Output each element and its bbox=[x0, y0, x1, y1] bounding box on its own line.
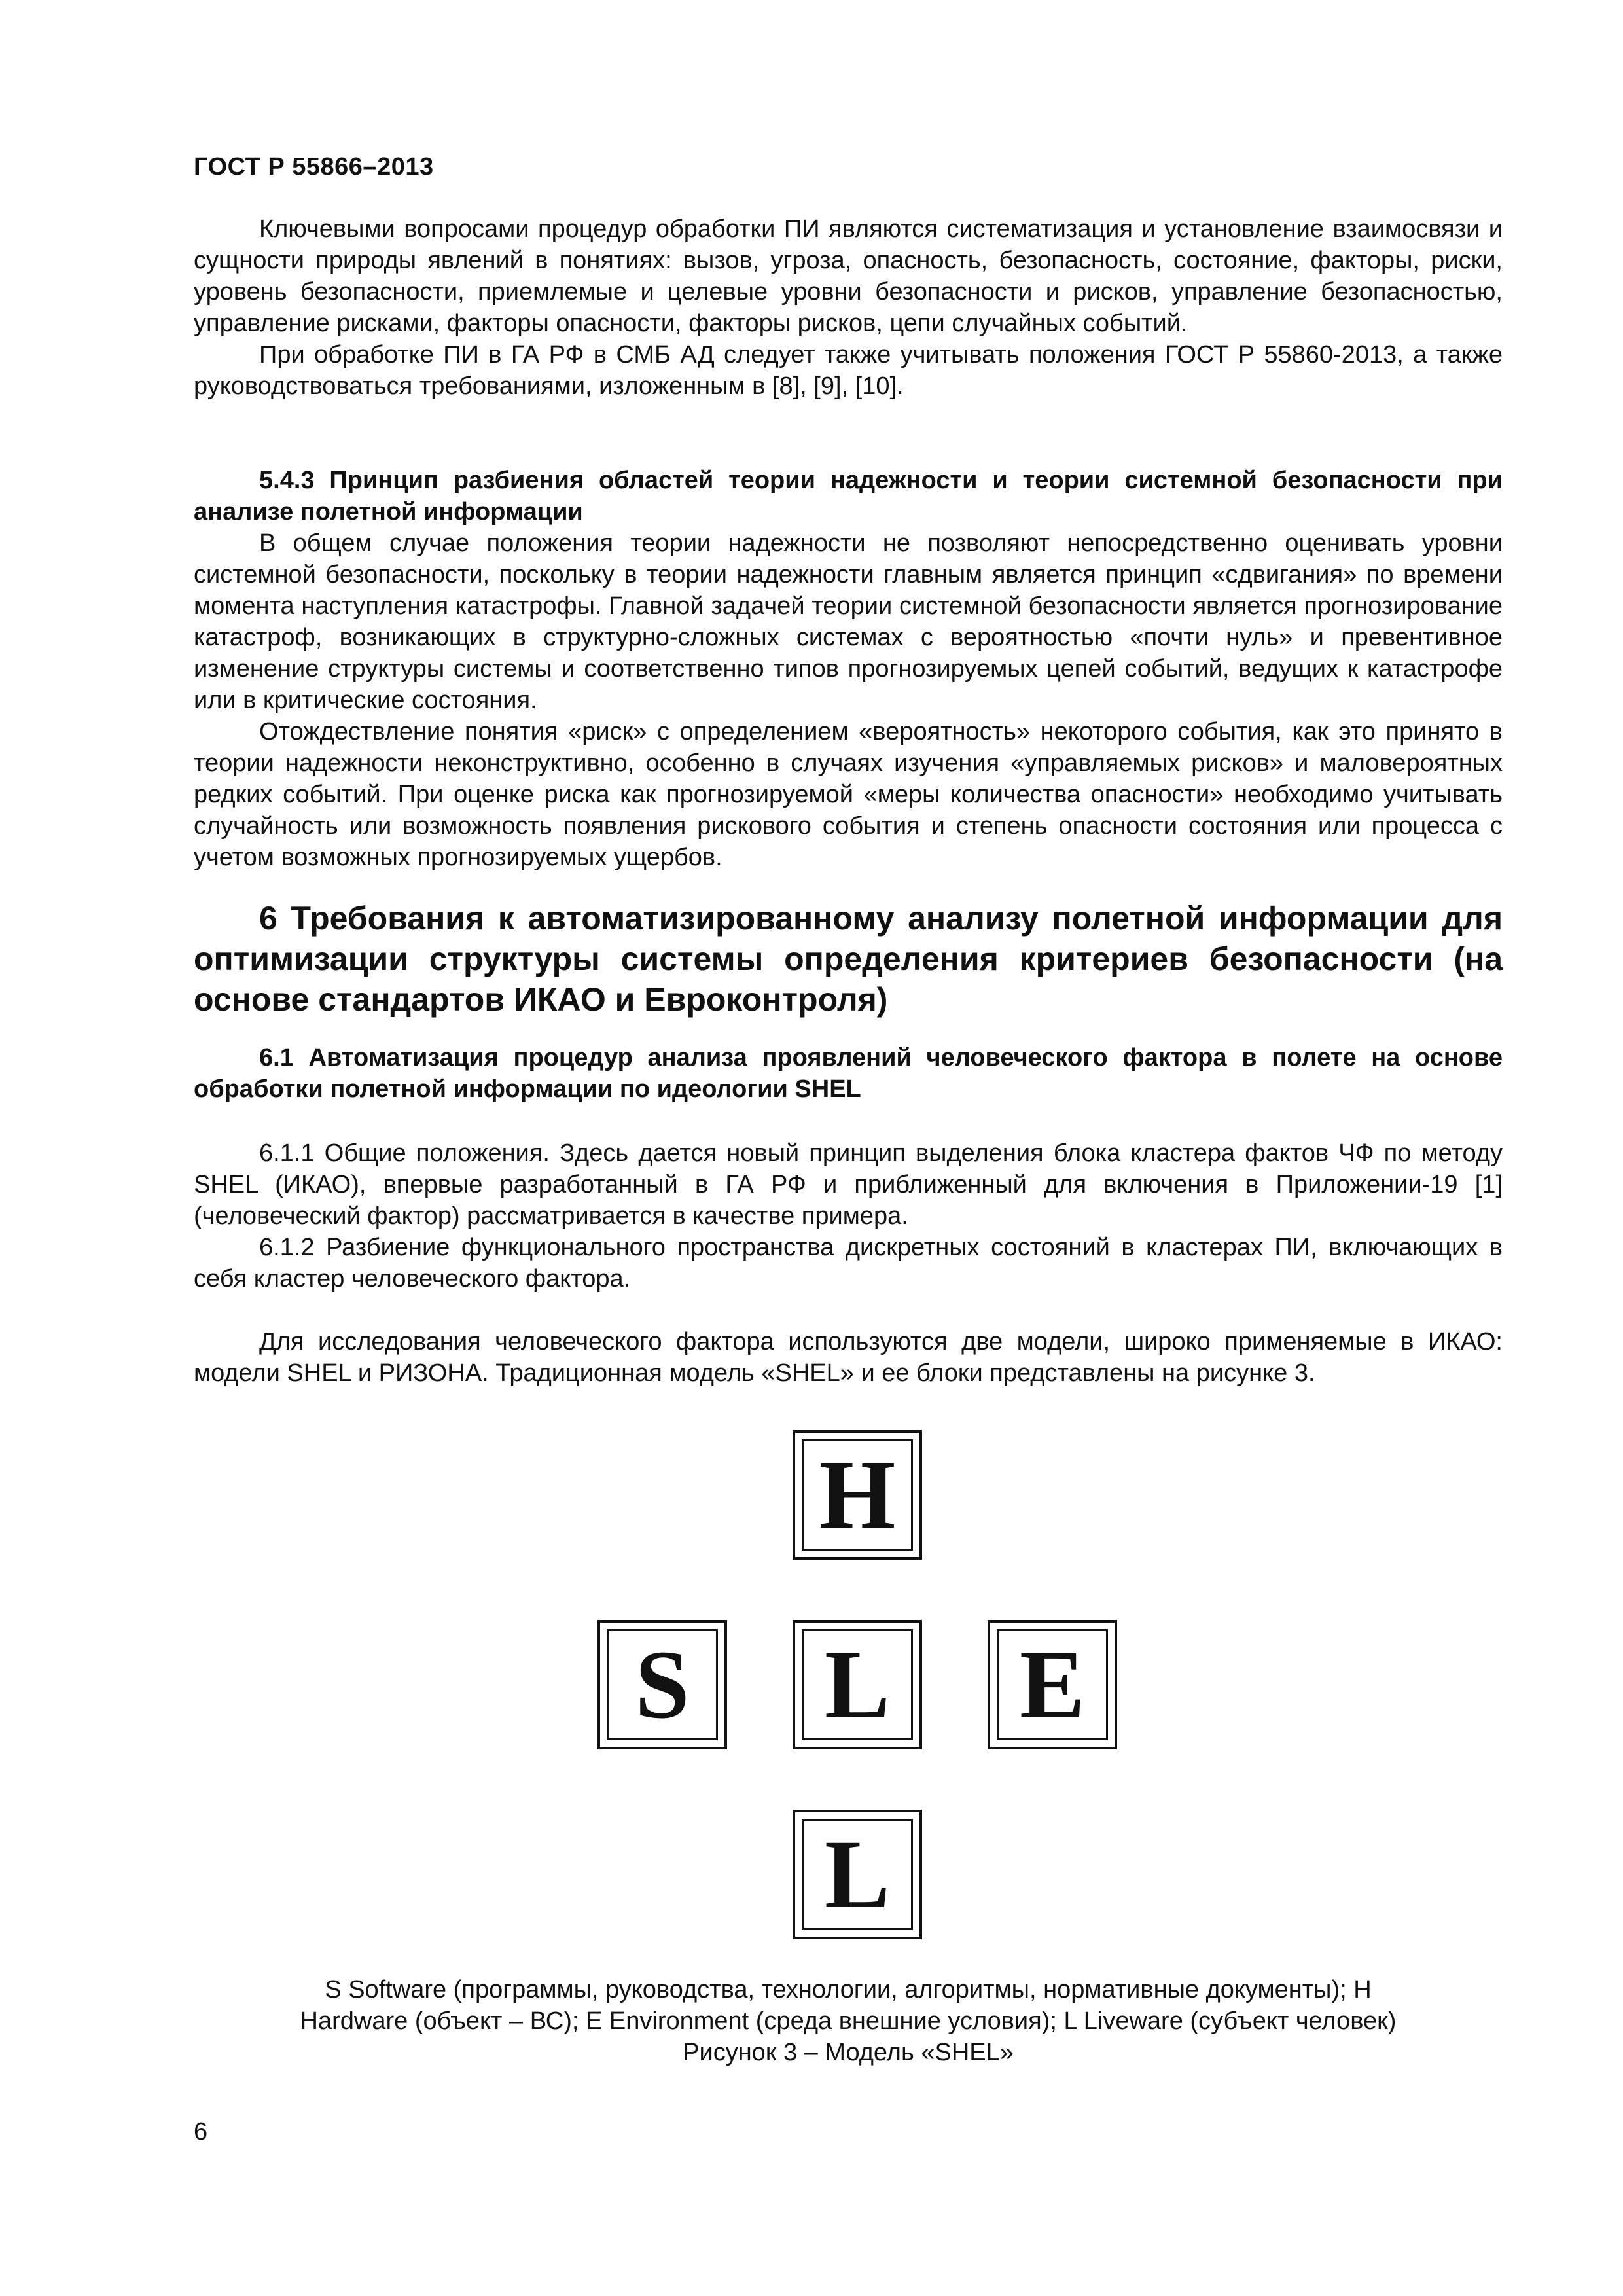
shel-box-hardware bbox=[793, 1430, 922, 1560]
shel-letter-h: H bbox=[802, 1439, 913, 1551]
intro-text-block bbox=[194, 213, 1503, 402]
document-code-header: ГОСТ Р 55866–2013 bbox=[194, 153, 434, 181]
section-6-title: 6 Требования к автоматизированному анализу полетной информации для оптимизации структуры системы определения критериев безопасности (на основе стандартов ИКАО и Евроконтроля) bbox=[194, 900, 1503, 1018]
shel-letter-l-center: L bbox=[802, 1629, 913, 1740]
figure-legend-line-2: Hardware (объект – ВС); E Environment (среда внешние условия); L Liveware (субъект человек) bbox=[300, 2007, 1397, 2035]
paragraph-reliability-theory: В общем случае положения теории надежности не позволяют непосредственно оценивать уровни системной безопасности, поскольку в теории надежности главным является принцип «сдвигания» по времени момента наступления катастрофы. Главной задачей теории системной безопасности является прогнозирование катастроф, возникающих в структурно-сложных системах с вероятностью «почти нуль» и превентивное изменение структуры системы и соответственно типов прогнозируемых цепей событий, ведущих к катастрофе или в критические состояния. bbox=[194, 529, 1503, 714]
shel-box-liveware-bottom bbox=[793, 1810, 922, 1939]
shel-letter-s: S bbox=[607, 1629, 718, 1740]
paragraph-key-questions: Ключевыми вопросами процедур обработки ПИ являются систематизация и установление взаимосвязи и сущности природы явлений в понятиях: вызов, угроза, опасность, безопасность, состояние, факторы, риски, уровень безопасности, приемлемые и целевые уровни безопасности и рисков, управление безопасностью, управление рисками, факторы опасности, факторы рисков, цепи случайных событий. bbox=[194, 215, 1503, 337]
shel-box-software bbox=[597, 1620, 727, 1749]
shel-letter-l-bottom: L bbox=[802, 1819, 913, 1930]
shel-letter-e: E bbox=[997, 1629, 1108, 1740]
heading-5-4-3: 5.4.3 Принцип разбиения областей теории надежности и теории системной безопасности при анализе полетной информации bbox=[194, 467, 1503, 526]
paragraph-risk-identification: Отождествление понятия «риск» с определением «вероятность» некоторого события, как это принято в теории надежности неконструктивно, особенно в случаях изучения «управляемых рисков» и маловероятных редких событий. При оценке риска как прогнозируемой «меры количества опасности» необходимо учитывать случайность или возможность появления рискового события и степень опасности состояния или процесса с учетом возможных прогнозируемых ущербов. bbox=[194, 718, 1503, 871]
paragraph-models-intro: Для исследования человеческого фактора используются две модели, широко применяемые в ИКАО: модели SHEL и РИЗОНА. Традиционная модель «SHEL» и ее блоки представлены на рисунке 3. bbox=[194, 1328, 1503, 1387]
page-number: 6 bbox=[194, 2118, 208, 2145]
section-6-1-text-block bbox=[194, 1138, 1503, 1295]
models-intro-block bbox=[194, 1326, 1503, 1389]
paragraph-6-1-1: 6.1.1 Общие положения. Здесь дается новый принцип выделения блока кластера фактов ЧФ по методу SHEL (ИКАО), впервые разработанный в ГА РФ и приближенный для включения в Приложении-19 [1] (человеческий фактор) рассматривается в качестве примера. bbox=[194, 1139, 1503, 1230]
section-5-4-3-block bbox=[194, 465, 1503, 873]
figure-legend-line-1: S Software (программы, руководства, технологии, алгоритмы, нормативные документы); H bbox=[325, 1976, 1372, 2003]
paragraph-processing-requirements: При обработке ПИ в ГА РФ в СМБ АД следует также учитывать положения ГОСТ Р 55860-2013, а также руководствоваться требованиями, изложенным в [8], [9], [10]. bbox=[194, 341, 1503, 400]
section-6-1-title: 6.1 Автоматизация процедур анализа проявлений человеческого фактора в полете на основе обработки полетной информации по идеологии SHEL bbox=[194, 1044, 1503, 1103]
shel-box-environment bbox=[988, 1620, 1117, 1749]
shel-model-figure bbox=[589, 1430, 1126, 1941]
shel-box-liveware-center bbox=[793, 1620, 922, 1749]
paragraph-6-1-2: 6.1.2 Разбиение функционального пространства дискретных состояний в кластерах ПИ, включающих в себя кластер человеческого фактора. bbox=[194, 1234, 1503, 1293]
figure-caption: Рисунок 3 – Модель «SHEL» bbox=[683, 2039, 1014, 2066]
